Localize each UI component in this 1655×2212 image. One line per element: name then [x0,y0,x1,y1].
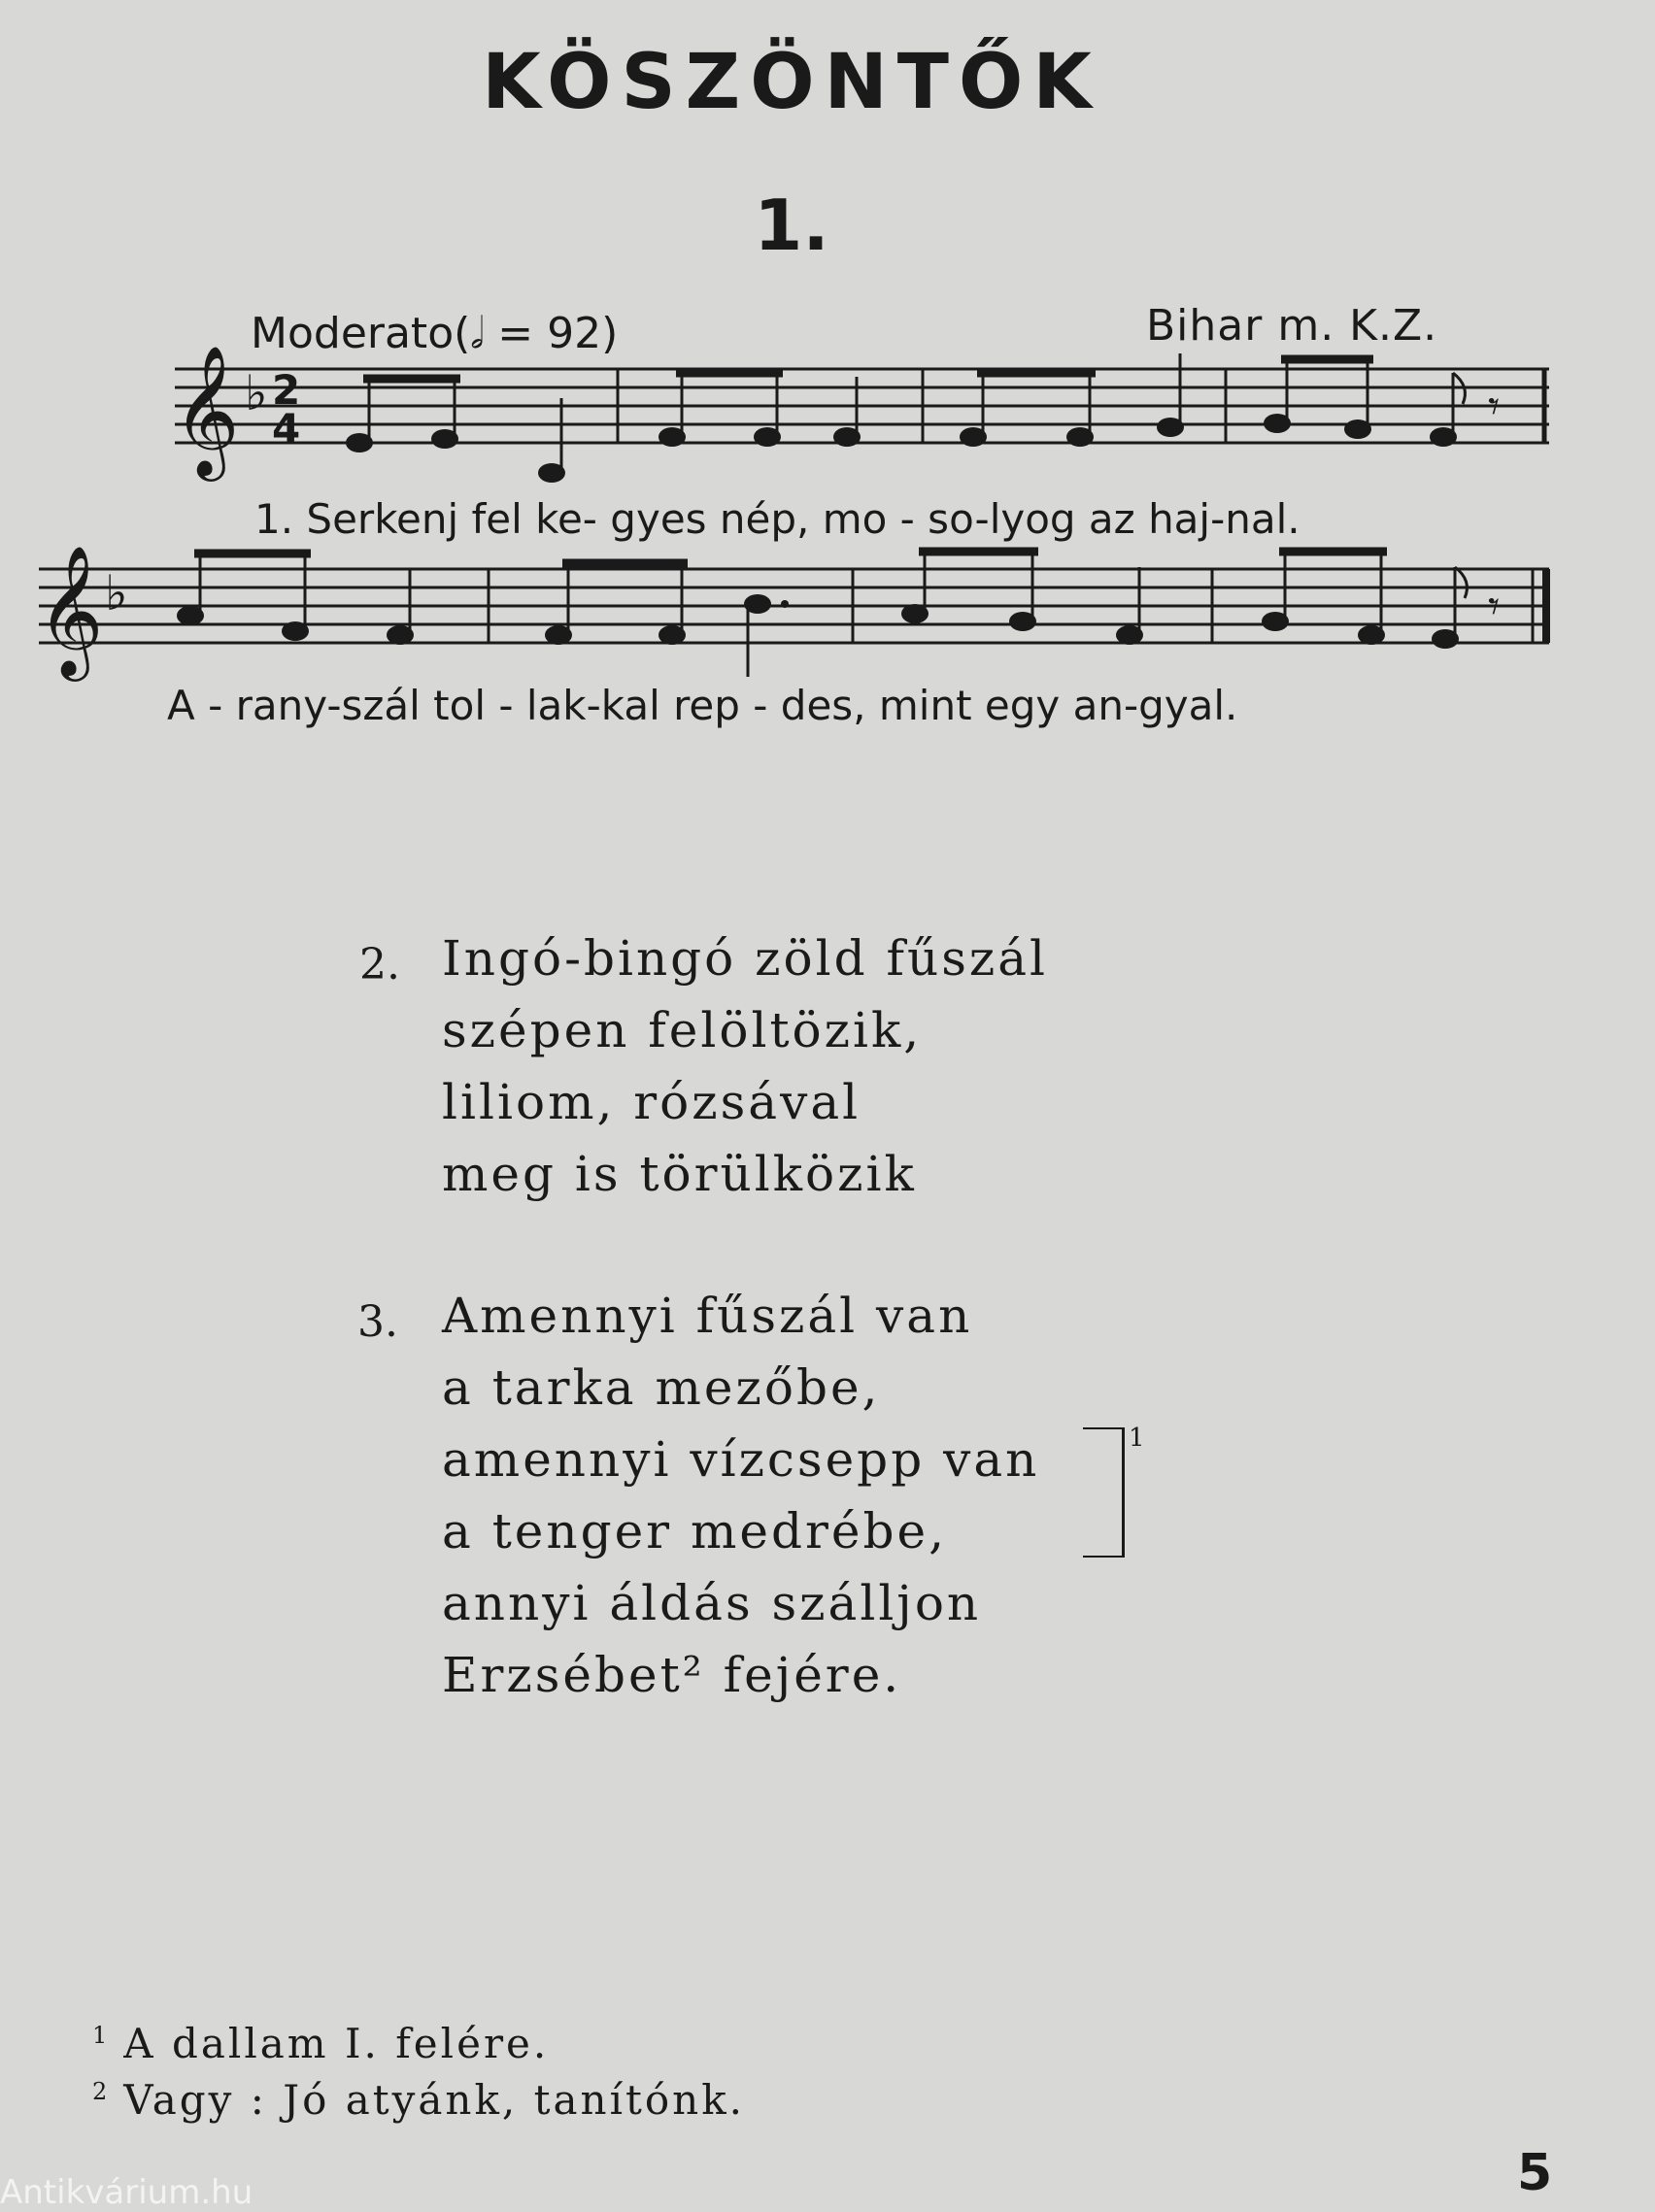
page-title: KÖSZÖNTŐK [482,39,1101,126]
footnote-text: A dallam I. felére. [123,2020,550,2067]
verse-2-line: szépen felöltözik, [442,1002,923,1058]
verse-3-line: Amennyi fűszál van [442,1288,973,1344]
verse-2-number: 2. [359,940,400,989]
footnote-2 [92,2076,745,2124]
verse-3-line: amennyi vízcsepp van [442,1431,1040,1488]
song-number: 1. [754,184,829,266]
footnote-text: Vagy : Jó atyánk, tanítónk. [123,2076,746,2124]
verse-3-line: a tenger medrébe, [442,1503,947,1559]
footnote-1 [92,2020,549,2067]
verse-3-line: annyi áldás szálljon [442,1575,982,1631]
verse-3-number: 3. [357,1297,398,1347]
footnote-mark: 1 [92,2022,111,2049]
tempo-marking: Moderato(𝅗𝅥 = 92) [251,309,619,358]
verse-2-line: liliom, rózsával [442,1074,861,1130]
verse-2 [442,922,1048,1210]
svg-text:𝄾: 𝄾 [1488,580,1501,632]
footnote-mark: 2 [92,2078,111,2105]
music-staff-1 [0,345,1655,495]
page-number: 5 [1517,2144,1553,2202]
svg-text:𝄾: 𝄾 [1488,380,1501,432]
watermark: Antikvárium.hu [0,2173,253,2212]
svg-text:𝄞: 𝄞 [173,345,240,476]
verse-2-line: Ingó-bingó zöld fűszál [442,930,1049,987]
repeat-bracket-mark: 1 [1129,1424,1145,1453]
svg-text:2: 2 [272,366,301,414]
svg-text:𝄞: 𝄞 [37,545,104,676]
verse-3 [442,1280,1039,1711]
verse-2-line: meg is törülközik [442,1146,917,1202]
lyrics-line-2: A - rany-szál tol - lak-kal rep - des, mint egy an-gyal. [167,682,1238,729]
lyrics-line-1: 1. Serkenj fel ke- gyes nép, mo - so-lyog az haj-nal. [254,495,1300,543]
svg-text:4: 4 [272,405,301,452]
song-source: Bihar m. K.Z. [1146,301,1438,351]
verse-3-line: Erzsébet² fejére. [442,1647,902,1703]
svg-text:♭: ♭ [105,565,128,621]
verse-3-line: a tarka mezőbe, [442,1359,881,1416]
svg-text:♭: ♭ [245,365,268,421]
repeat-bracket [1083,1427,1125,1558]
